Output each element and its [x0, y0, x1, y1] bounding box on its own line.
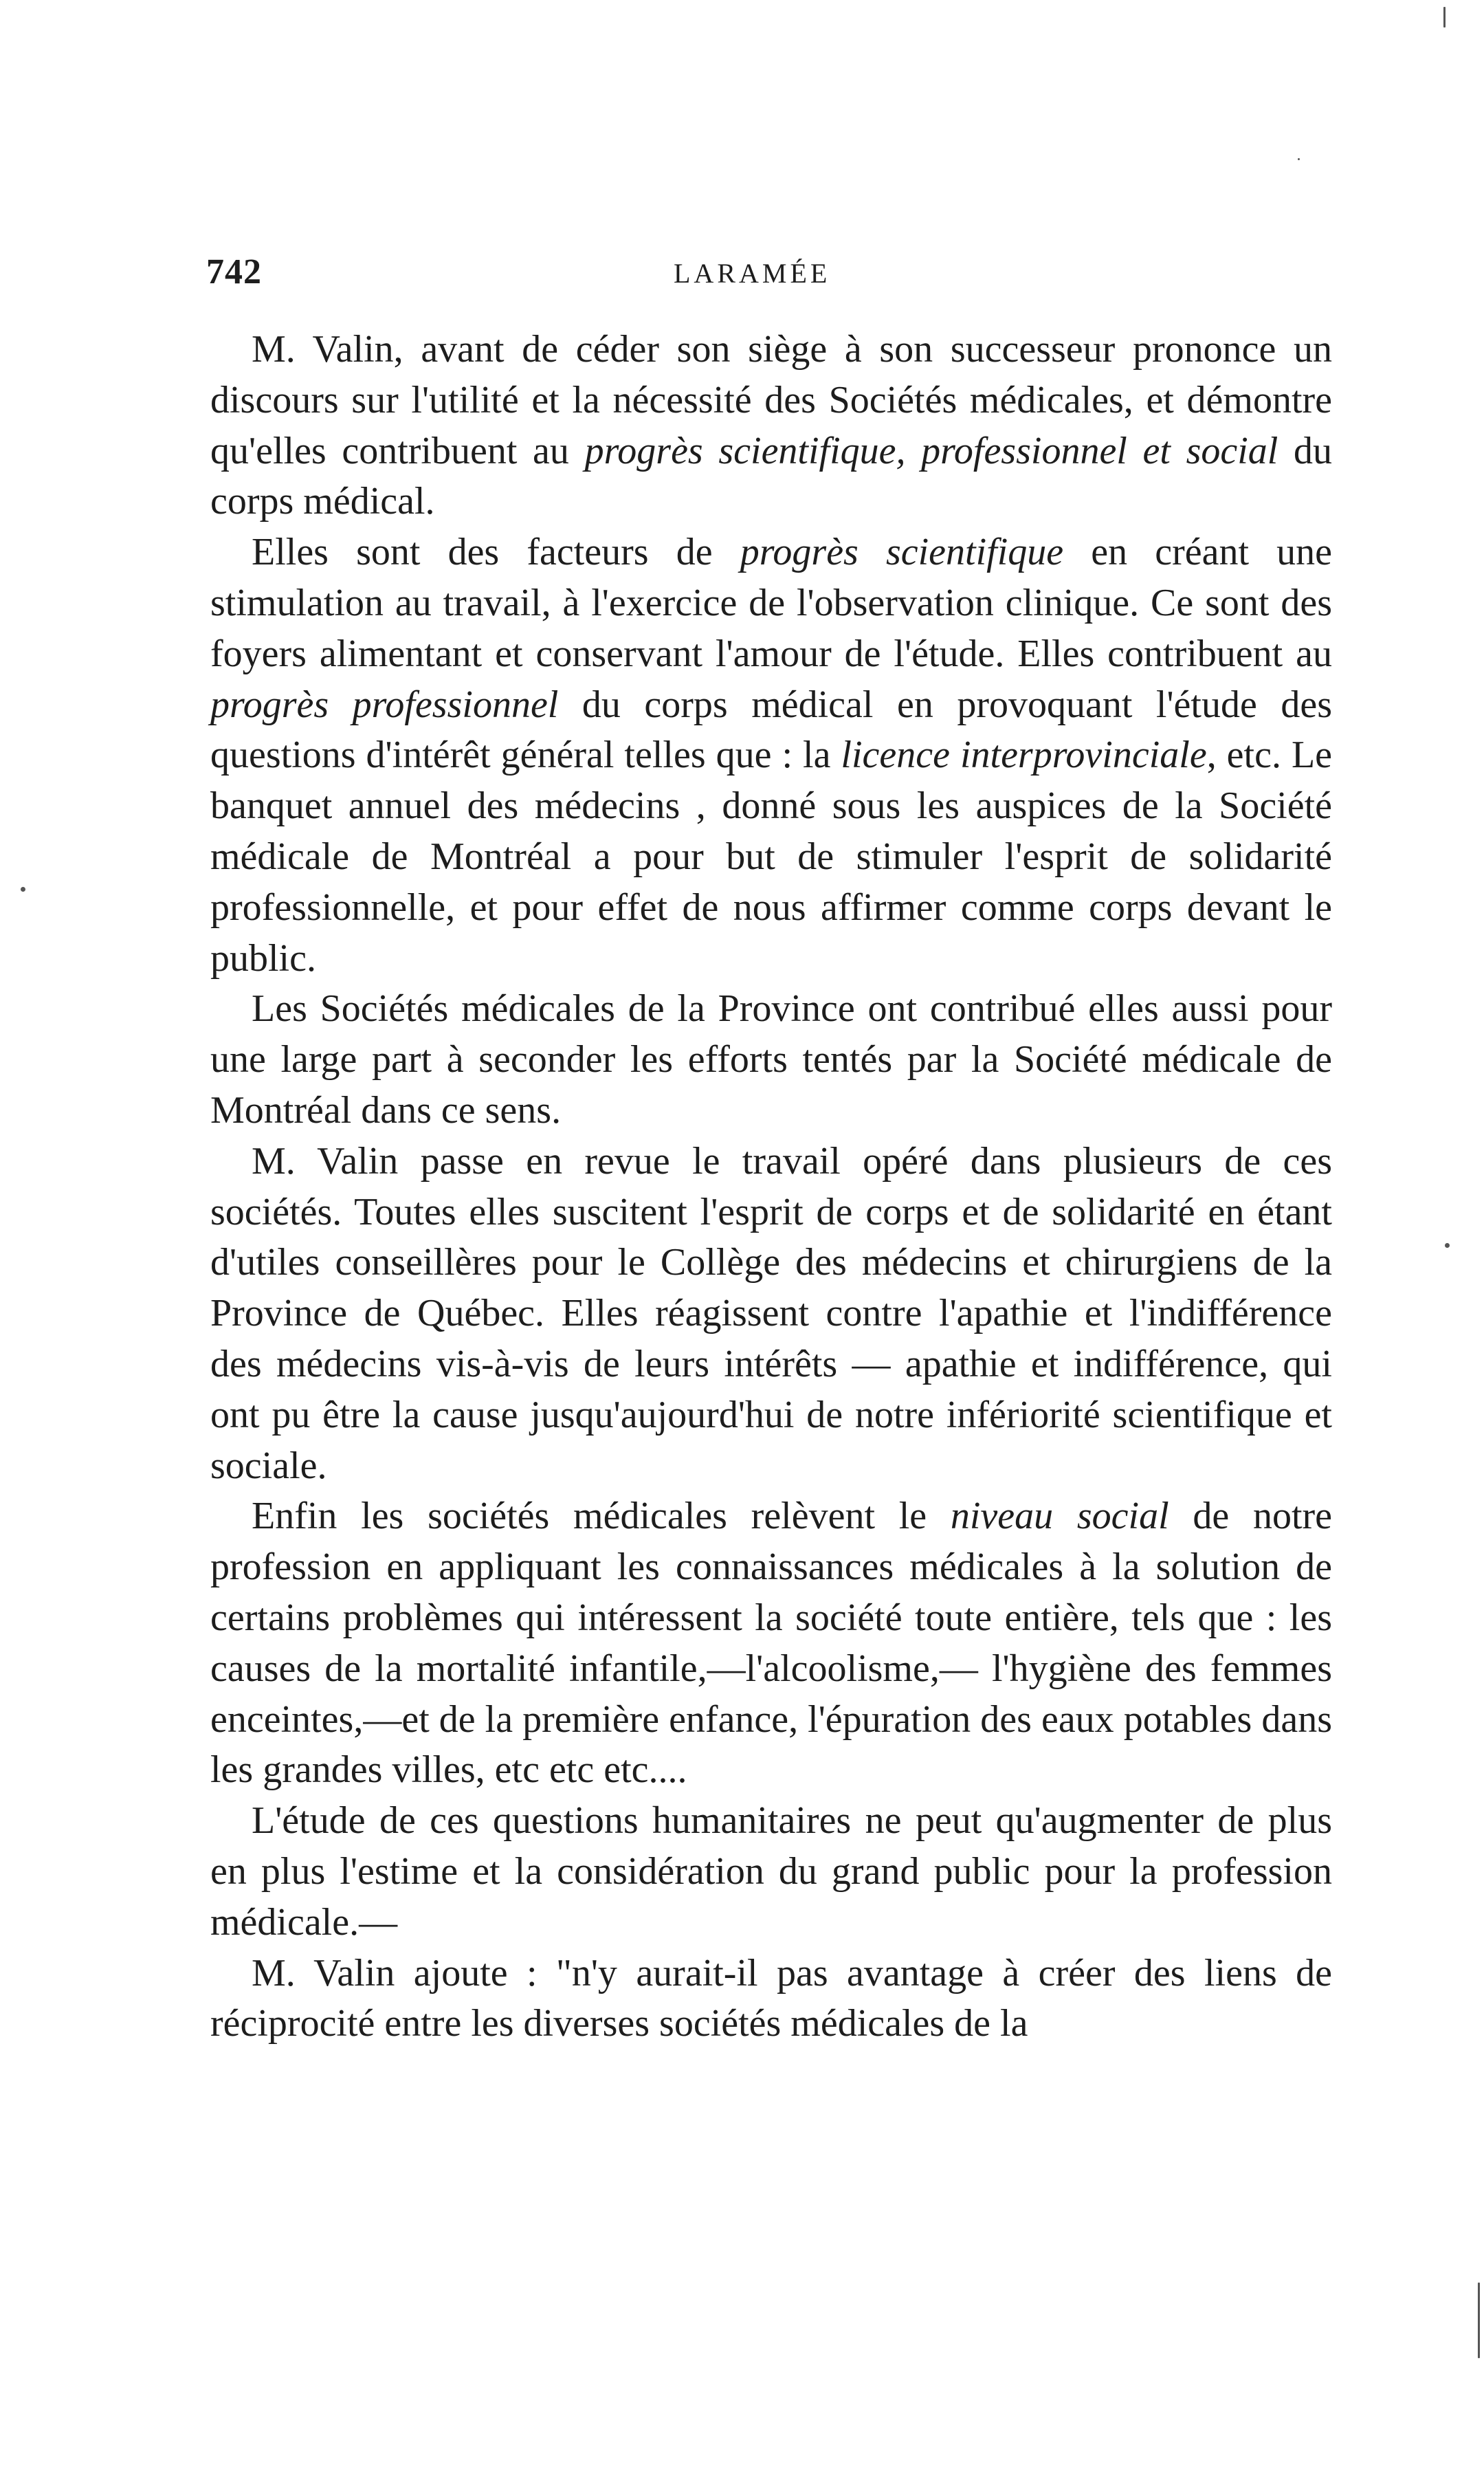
paragraph-4 — [210, 1136, 1332, 1492]
text-span: Enfin les sociétés médicales relèvent le — [252, 1495, 951, 1538]
paragraph-3 — [210, 984, 1332, 1136]
scan-speck — [21, 887, 25, 892]
text-span: Elles sont des facteurs de — [252, 531, 740, 574]
scan-speck — [1443, 7, 1446, 28]
page-header — [206, 252, 1333, 307]
text-span: en créant une stimulation au travail, à l'exercice de l'observation clinique. Ce sont des foyers alimentant et conservant l'amour de l'étude. Elles contribuent au — [210, 531, 1332, 675]
paragraph-2 — [210, 527, 1332, 984]
text-span: du corps médical. — [210, 429, 1332, 523]
text-span: L'étude de ces questions humanitaires ne peut qu'augmenter de plus en plus l'estime et la considération du grand public pour la profession médicale.— — [210, 1799, 1332, 1944]
italic-span: niveau social — [950, 1495, 1169, 1538]
italic-span: progrès scientifique, professionnel et social — [584, 429, 1278, 472]
text-span: , etc. Le banquet annuel des médecins , donné sous les auspices de la Société médicale de Montréal a pour but de stimuler l'esprit de solidarité professionnelle, et pour effet de nous affirmer comme corps devant le public. — [210, 734, 1333, 980]
scan-speck — [1478, 2283, 1480, 2358]
text-span: M. Valin passe en revue le travail opéré dans plusieurs de ces sociétés. Toutes elles suscitent l'esprit de corps et de solidarité en étant d'utiles conseillères pour le Collège des médecins et chirurgiens de la Province de Québec. Elles réagissent contre l'apathie et l'indifférence des médecins vis-à-vis de leurs intérêts — apathie et indifférence, qui ont pu être la cause jusqu'aujourd'hui de notre infériorité scientifique et sociale. — [210, 1139, 1332, 1487]
paragraph-7 — [210, 1948, 1332, 2050]
italic-span: progrès scientifique — [740, 531, 1064, 574]
paragraph-5 — [210, 1491, 1332, 1796]
text-span: M. Valin, avant de céder son siège à son successeur prononce un discours sur l'utilité et la nécessité des Sociétés médicales, et démontre qu'elles contribuent au — [210, 328, 1332, 472]
scan-speck — [1298, 158, 1300, 160]
italic-span: progrès professionnel — [210, 683, 559, 726]
running-head: LARAMÉE — [674, 258, 831, 289]
paragraph-6 — [210, 1796, 1332, 1948]
text-span: M. Valin ajoute : "n'y aurait-il pas avantage à créer des liens de réciprocité entre les diverses sociétés médicales de la — [210, 1951, 1332, 2045]
text-span: du corps médical en provoquant l'étude des questions d'intérêt général telles que : la — [210, 683, 1332, 777]
text-span: Les Sociétés médicales de la Province ont contribué elles aussi pour une large part à seconder les efforts tentés par la Société médicale de Montréal dans ce sens. — [210, 987, 1332, 1132]
page-number: 742 — [206, 252, 262, 292]
italic-span: licence interprovinciale — [841, 734, 1207, 777]
text-body — [210, 325, 1332, 2049]
text-span: de notre profession en appliquant les connaissances médicales à la solution de certains problèmes qui intéressent la société toute entière, tels que : les causes de la mortalité infantile,—l'alcoolisme,— l'hygiène des femmes enceintes,—et de la première enfance, l'épuration des eaux potables dans les grandes villes, etc etc etc.... — [210, 1495, 1333, 1792]
scan-speck — [1445, 1243, 1450, 1248]
paragraph-1 — [210, 325, 1332, 527]
